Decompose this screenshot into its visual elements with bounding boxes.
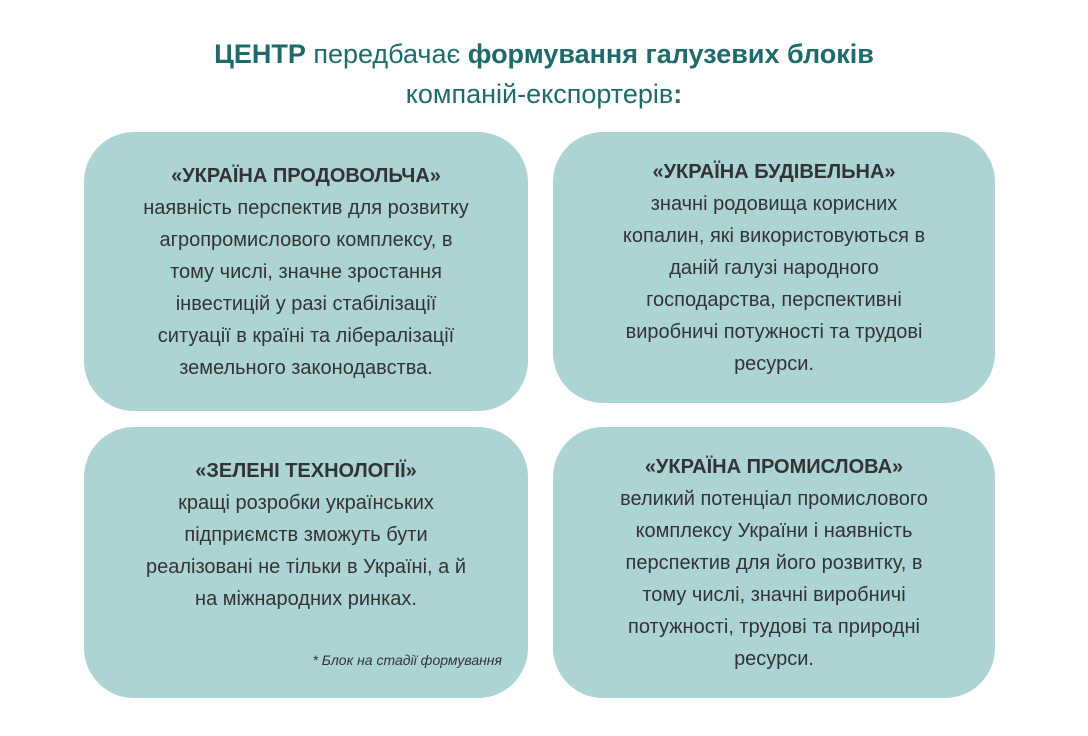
card-line: потужності, трудові та природні <box>628 615 920 638</box>
card-line: наявність перспектив для розвитку <box>143 196 469 219</box>
title-line-1 <box>0 34 1088 74</box>
card-line: на міжнародних ринках. <box>195 588 417 610</box>
title-connector: передбачає <box>305 39 468 69</box>
title-colon: : <box>673 79 683 109</box>
block-card-construction <box>553 132 995 403</box>
card-line: даній галузі народного <box>669 256 879 279</box>
card-heading: «УКРАЇНА ПРОМИСЛОВА» <box>644 455 904 478</box>
card-line: значні родовища корисних <box>650 192 898 215</box>
title-emphasis: формування галузевих блоків <box>467 39 874 69</box>
block-card-industrial <box>553 427 995 698</box>
card-line: перспектив для його розвитку, в <box>625 551 923 574</box>
card-heading: «ЗЕЛЕНІ ТЕХНОЛОГІЇ» <box>195 460 417 482</box>
block-card-food <box>84 132 528 411</box>
card-line: тому числі, значні виробничі <box>642 583 906 606</box>
card-line: великий потенціал промислового <box>620 487 928 510</box>
title-line-2 <box>0 74 1088 114</box>
card-line: тому числі, значне зростання <box>170 260 442 283</box>
page-title <box>0 34 1088 114</box>
card-heading: «УКРАЇНА БУДІВЕЛЬНА» <box>652 160 896 183</box>
card-heading: «УКРАЇНА ПРОДОВОЛЬЧА» <box>171 164 441 187</box>
card-line: виробничі потужності та трудові <box>625 320 923 343</box>
title-center-word: ЦЕНТР <box>214 39 306 69</box>
formation-stage-note: * Блок на стадії формування <box>312 652 502 668</box>
card-line: інвестицій у разі стабілізації <box>175 292 437 315</box>
card-line: ресурси. <box>734 647 814 670</box>
card-line: земельного законодавства. <box>179 356 433 379</box>
card-line: кращі розробки українських <box>178 492 434 514</box>
card-line: копалин, які використовуються в <box>622 224 926 247</box>
card-line: господарства, перспективні <box>646 288 902 311</box>
title-subject: компаній-експортерів <box>405 79 674 109</box>
card-line: підприємств зможуть бути <box>184 524 428 546</box>
card-line: агропромислового комплексу, в <box>159 228 453 251</box>
card-line: комплексу України і наявність <box>635 519 913 542</box>
block-card-green-tech <box>84 427 528 698</box>
card-line: реалізовані не тільки в Україні, а й <box>145 556 466 578</box>
card-line: ситуації в країні та лібералізації <box>157 324 455 347</box>
card-line: ресурси. <box>734 352 814 375</box>
